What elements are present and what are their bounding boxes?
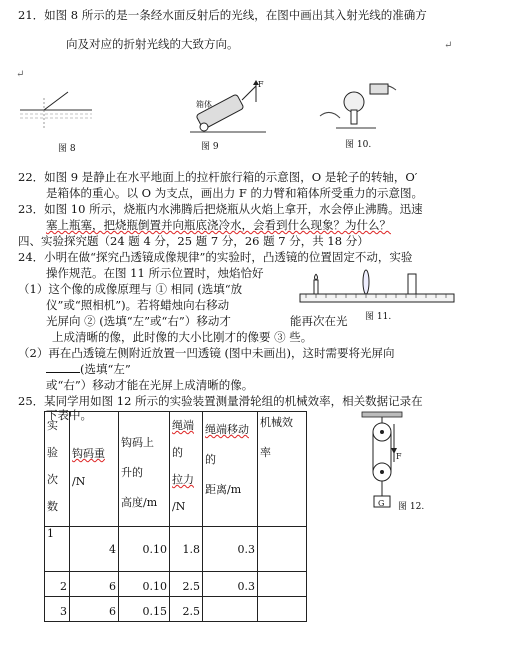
table-row bbox=[45, 572, 307, 597]
figure-9-label: 图 9 bbox=[201, 142, 219, 152]
q24-part2-line2 bbox=[46, 362, 131, 376]
figure-12-force-label: F bbox=[396, 452, 402, 461]
figure-11-label: 图 11. bbox=[365, 312, 392, 322]
table-cell: 0.3 bbox=[203, 527, 258, 572]
table-cell: 4 bbox=[70, 527, 119, 572]
header-pull: 绳端 的 拉力 /N bbox=[170, 412, 203, 527]
paragraph-mark-icon: ↵ bbox=[16, 69, 25, 80]
section-4-heading: 四、实验探究题（24 题 4 分，25 题 7 分，26 题 7 分，共 18 分） bbox=[18, 234, 369, 248]
q21-line1: 21．如图 8 所示的是一条经水面反射后的光线，在图中画出其入射光线的准确方 bbox=[18, 8, 427, 22]
q25-line2: 下表中。 bbox=[46, 408, 92, 422]
figure-10-flask bbox=[316, 80, 406, 136]
q24-part2-line1: （2）再在凸透镜左侧附近放置一凹透镜 (图中未画出)，这时需要将光屏向 bbox=[18, 346, 395, 360]
table-cell: 2.5 bbox=[170, 597, 203, 622]
answer-blank[interactable] bbox=[46, 372, 80, 373]
q24-line2: 操作规范。在图 11 所示位置时，烛焰恰好 bbox=[46, 266, 264, 280]
table-cell bbox=[258, 527, 307, 572]
table-cell: 2.5 bbox=[170, 572, 203, 597]
figure-11-optical-bench bbox=[296, 268, 458, 312]
table-cell: 2 bbox=[45, 572, 70, 597]
q24-part1-line4: 上成清晰的像，此时像的大小比刚才的像要 ③ 些。 bbox=[52, 330, 313, 344]
table-row bbox=[45, 527, 307, 572]
table-cell bbox=[203, 597, 258, 622]
q24-part2-line2-text: (选填“左” bbox=[80, 362, 131, 376]
table-row bbox=[45, 597, 307, 622]
figure-12-weight-label: G bbox=[378, 499, 385, 508]
figure-9-force-label: F bbox=[258, 80, 264, 89]
table-cell: 0.10 bbox=[119, 572, 170, 597]
table-cell bbox=[258, 572, 307, 597]
figure-8-water-surface bbox=[16, 88, 96, 148]
q23-line2: 塞上瓶塞，把烧瓶倒置并向瓶底浇冷水，会看到什么现象？为什么？ bbox=[46, 218, 391, 232]
q24-part2-line3: 或“右”）移动才能在光屏上成清晰的像。 bbox=[46, 378, 254, 392]
figure-9-box-label: 箱体 bbox=[196, 100, 212, 109]
table-cell bbox=[258, 597, 307, 622]
q23-line1: 23．如图 10 所示，烧瓶内水沸腾后把烧瓶从火焰上拿开，水会停止沸腾。迅速 bbox=[18, 202, 423, 216]
table-cell: 6 bbox=[70, 572, 119, 597]
q25-data-table bbox=[44, 411, 307, 622]
q24-part1-line3: 光屏向 ② (选填“左”或“右”）移动才 bbox=[46, 314, 231, 328]
paragraph-mark-icon: ↵ bbox=[444, 40, 453, 51]
header-height: 钩码上 升的 高度/m bbox=[119, 412, 170, 527]
table-cell: 1 bbox=[45, 527, 70, 572]
q25-line1: 25．某同学用如图 12 所示的实验装置测量滑轮组的机械效率，相关数据记录在 bbox=[18, 394, 423, 408]
q24-part1-line3-tail: 能再次在光 bbox=[290, 314, 348, 328]
figure-8-label: 图 8 bbox=[58, 144, 76, 154]
table-cell: 0.15 bbox=[119, 597, 170, 622]
figure-10-label: 图 10. bbox=[345, 140, 372, 150]
table-cell: 0.3 bbox=[203, 572, 258, 597]
figure-12-label: 图 12. bbox=[398, 502, 425, 512]
q24-part1-line2: 仪”或“照相机”)。若将蜡烛向右移动 bbox=[46, 298, 230, 312]
q22-line2: 是箱体的重心。以 O 为支点，画出力 F 的力臂和箱体所受重力的示意图。 bbox=[46, 186, 424, 200]
table-cell: 1.8 bbox=[170, 527, 203, 572]
q24-line1: 24．小明在做“探究凸透镜成像规律”的实验时，凸透镜的位置固定不动，实验 bbox=[18, 250, 413, 264]
q21-line2: 向及对应的折射光线的大致方向。 bbox=[66, 37, 239, 51]
q22-line1: 22．如图 9 是静止在水平地面上的拉杆旅行箱的示意图，O 是轮子的转轴，O′ bbox=[18, 170, 418, 184]
header-efficiency: 机械效 率 bbox=[258, 412, 307, 527]
q24-part1-line1: （1）这个像的成像原理与 ① 相同 (选填“放 bbox=[18, 282, 243, 296]
table-cell: 0.10 bbox=[119, 527, 170, 572]
table-header-row bbox=[45, 412, 307, 527]
table-cell: 3 bbox=[45, 597, 70, 622]
table-cell: 6 bbox=[70, 597, 119, 622]
header-trial: 实 验 次 数 bbox=[45, 412, 70, 527]
header-weight: 钩码重 /N bbox=[70, 412, 119, 527]
header-distance: 绳端移动 的 距离/m bbox=[203, 412, 258, 527]
